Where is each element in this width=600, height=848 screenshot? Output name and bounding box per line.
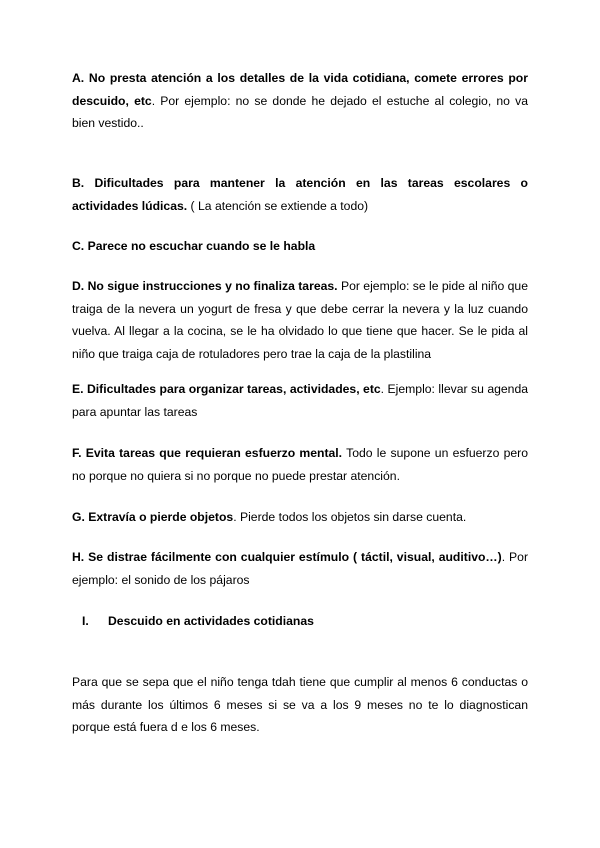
criterion-e <box>72 378 528 423</box>
criterion-d-title: D. No sigue instrucciones y no finaliza tareas. <box>72 279 338 293</box>
criterion-a <box>72 67 528 135</box>
criterion-b <box>72 172 528 217</box>
criterion-i <box>82 610 314 633</box>
criterion-c <box>72 235 528 258</box>
criterion-f-title: F. Evita tareas que requieran esfuerzo mental. <box>72 446 343 460</box>
criterion-g-text: . Pierde todos los objetos sin darse cuenta. <box>233 510 467 524</box>
criterion-i-number: I. <box>82 614 89 628</box>
criterion-h-text: . Por ejemplo: el sonido de los pájaros <box>72 550 528 587</box>
criterion-e-title: E. Dificultades para organizar tareas, actividades, etc <box>72 382 381 396</box>
criterion-b-text: ( La atención se extiende a todo) <box>187 198 369 213</box>
criterion-c-title: C. Parece no escuchar cuando se le habla <box>72 239 316 253</box>
criterion-b-title: B. Dificultades para mantener la atención en las tareas escolares o actividades lúdicas. <box>72 176 528 213</box>
criterion-f <box>72 442 528 487</box>
criterion-g-title: G. Extravía o pierde objetos <box>72 510 234 524</box>
criterion-h-title: H. Se distrae fácilmente con cualquier estímulo ( táctil, visual, auditivo…) <box>72 550 502 564</box>
conclusion-paragraph: Para que se sepa que el niño tenga tdah tiene que cumplir al menos 6 conductas o más durante los últimos 6 meses si se va a los 9 meses no te lo diagnostican porque está fuera d e los 6 meses. <box>72 675 528 734</box>
criterion-e-text: . Ejemplo: llevar su agenda para apuntar las tareas <box>72 382 528 419</box>
criterion-a-title: A. No presta atención a los detalles de la vida cotidiana, comete errores por descuido, etc <box>72 71 528 108</box>
criterion-d <box>72 275 528 365</box>
criterion-f-text: Todo le supone un esfuerzo pero no porque no quiera si no porque no puede prestar atención. <box>72 446 528 483</box>
criterion-d-text: Por ejemplo: se le pide al niño que traiga de la nevera un yogurt de fresa y que debe cerrar la nevera y la luz cuando vuelva. Al llegar a la cocina, se le ha olvidado lo que tiene que hacer. Se le pida al niño que traiga caja de rotuladores pero trae la caja de la plastilina <box>72 279 528 361</box>
criterion-h <box>72 546 528 591</box>
criterion-i-text: Descuido en actividades cotidianas <box>108 614 314 628</box>
criterion-g <box>72 506 528 529</box>
criterion-a-text: . Por ejemplo: no se donde he dejado el estuche al colegio, no va bien vestido.. <box>72 93 528 130</box>
